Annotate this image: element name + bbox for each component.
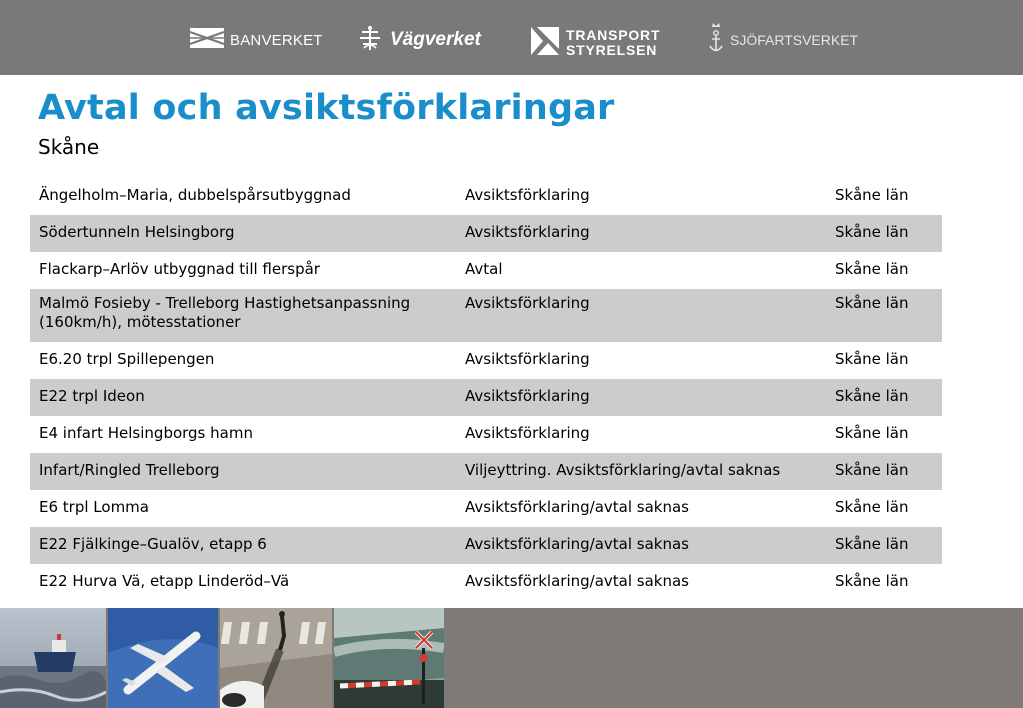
project-cell: Infart/Ringled Trelleborg bbox=[30, 453, 456, 490]
region-cell: Skåne län bbox=[835, 350, 909, 368]
table-row bbox=[30, 342, 942, 379]
status-cell: Avsiktsförklaring bbox=[465, 350, 590, 368]
sjofartsverket-logo-text: SJÖFARTSVERKET bbox=[730, 32, 859, 48]
agreements-table bbox=[30, 178, 942, 601]
vagverket-logo-text: Vägverket bbox=[390, 29, 481, 50]
table-row bbox=[30, 416, 942, 453]
ship-photo bbox=[0, 608, 106, 708]
status-cell: Avsiktsförklaring bbox=[456, 379, 826, 416]
anchor-crown-icon bbox=[708, 21, 724, 59]
table-row bbox=[30, 178, 942, 215]
airplane-photo bbox=[108, 608, 218, 708]
region-cell: Skåne län bbox=[826, 527, 942, 564]
table-row bbox=[30, 490, 942, 527]
region-cell: Skåne län bbox=[835, 186, 909, 204]
region-cell: Skåne län bbox=[826, 379, 942, 416]
transportstyrelsen-logo-icon bbox=[530, 26, 560, 60]
region-cell: Skåne län bbox=[835, 498, 909, 516]
status-cell: Avsiktsförklaring/avtal saknas bbox=[456, 527, 826, 564]
sjofartsverket-logo bbox=[708, 22, 858, 58]
status-cell: Viljeyttring. Avsiktsförklaring/avtal saknas bbox=[456, 453, 826, 490]
transportstyrelsen-logo bbox=[530, 25, 660, 61]
header-logo-bar bbox=[0, 0, 1023, 75]
banverket-logo bbox=[190, 22, 323, 58]
region-cell: Skåne län bbox=[826, 453, 942, 490]
status-cell: Avsiktsförklaring bbox=[465, 186, 590, 204]
transportstyrelsen-logo-text bbox=[566, 28, 660, 58]
table-row bbox=[30, 215, 942, 252]
transportstyrelsen-line2: STYRELSEN bbox=[566, 42, 658, 58]
region-cell: Skåne län bbox=[826, 215, 942, 252]
table-row bbox=[30, 379, 942, 416]
page-subtitle: Skåne bbox=[38, 135, 100, 159]
project-cell: E6 trpl Lomma bbox=[39, 498, 149, 516]
project-cell: E22 trpl Ideon bbox=[30, 379, 456, 416]
page-title: Avtal och avsiktsförklaringar bbox=[38, 88, 615, 128]
vagverket-logo bbox=[356, 22, 481, 58]
project-cell: Flackarp–Arlöv utbyggnad till flerspår bbox=[39, 260, 320, 278]
table-row bbox=[30, 453, 942, 490]
project-cell: E6.20 trpl Spillepengen bbox=[39, 350, 215, 368]
status-cell: Avsiktsförklaring bbox=[456, 215, 826, 252]
project-cell: E22 Hurva Vä, etapp Linderöd–Vä bbox=[39, 572, 290, 590]
status-cell: Avsiktsförklaring bbox=[456, 289, 826, 342]
status-cell: Avtal bbox=[465, 260, 503, 278]
project-cell: Malmö Fosieby - Trelleborg Hastighetsanpassning (160km/h), mötesstationer bbox=[30, 289, 456, 342]
railway-crossing-photo bbox=[334, 608, 444, 708]
status-cell: Avsiktsförklaring bbox=[465, 424, 590, 442]
table-row bbox=[30, 252, 942, 289]
table-row bbox=[30, 564, 942, 601]
status-cell: Avsiktsförklaring/avtal saknas bbox=[465, 572, 689, 590]
region-cell: Skåne län bbox=[835, 260, 909, 278]
region-cell: Skåne län bbox=[835, 572, 909, 590]
region-cell: Skåne län bbox=[835, 424, 909, 442]
project-cell: Ängelholm–Maria, dubbelspårsutbyggnad bbox=[39, 186, 351, 204]
banverket-logo-icon bbox=[190, 28, 224, 52]
project-cell: E4 infart Helsingborgs hamn bbox=[39, 424, 253, 442]
table-row bbox=[30, 527, 942, 564]
banverket-logo-text: BANVERKET bbox=[230, 31, 323, 49]
project-cell: E22 Fjälkinge–Gualöv, etapp 6 bbox=[30, 527, 456, 564]
project-cell: Södertunneln Helsingborg bbox=[30, 215, 456, 252]
table-row bbox=[30, 289, 942, 342]
pedestrian-crossing-photo bbox=[220, 608, 332, 708]
transportstyrelsen-line1: TRANSPORT bbox=[566, 27, 661, 43]
vagverket-logo-icon bbox=[356, 24, 384, 56]
status-cell: Avsiktsförklaring/avtal saknas bbox=[465, 498, 689, 516]
region-cell: Skåne län bbox=[826, 289, 942, 342]
